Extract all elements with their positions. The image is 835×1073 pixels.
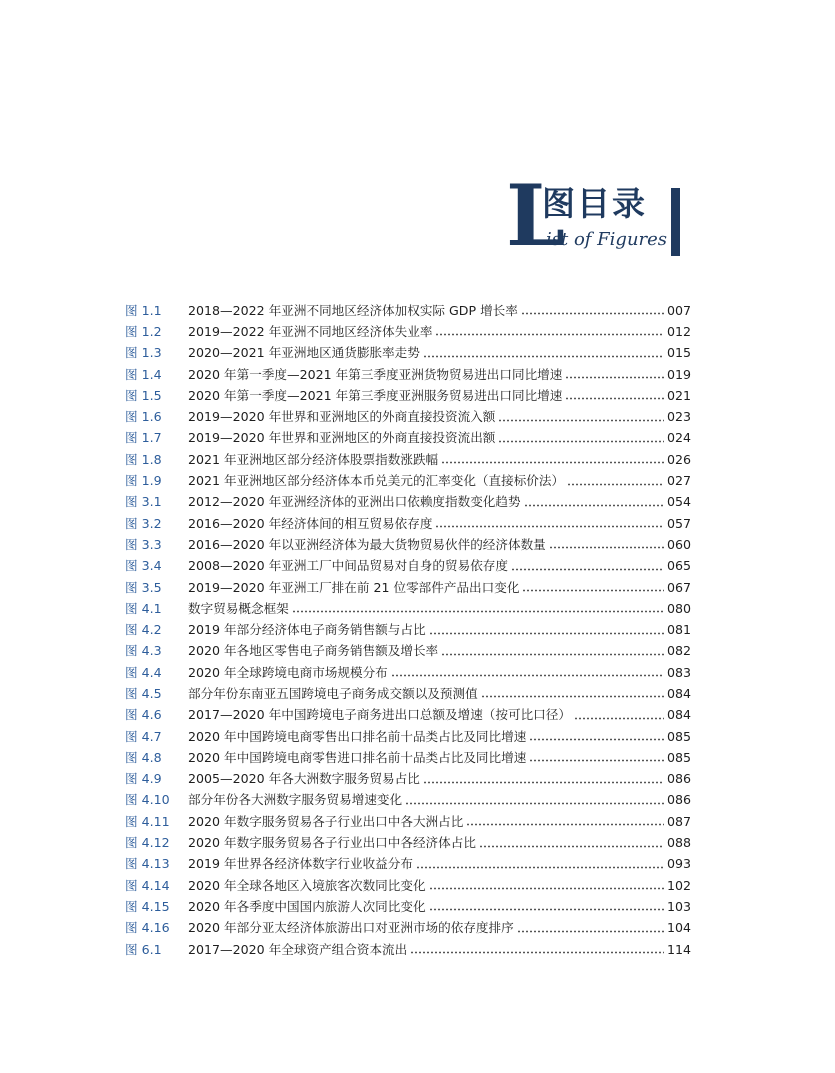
dot-leader (524, 504, 664, 507)
dot-leader (466, 823, 664, 826)
dot-leader (565, 376, 664, 379)
figure-entry[interactable] (125, 598, 691, 619)
page-number: 085 (666, 749, 691, 765)
figure-title: 2020 年第一季度—2021 年第三季度亚洲货物贸易进出口同比增速 (188, 366, 563, 382)
figure-number: 图 1.3 (125, 345, 162, 361)
figure-title: 2019—2022 年亚洲不同地区经济体失业率 (188, 323, 433, 339)
figure-title: 2019—2020 年亚洲工厂排在前 21 位零部件产品出口变化 (188, 579, 520, 595)
figure-number: 图 4.4 (125, 664, 162, 680)
dot-leader (479, 845, 664, 848)
figure-entry[interactable] (125, 321, 691, 342)
figure-entry[interactable] (125, 534, 691, 555)
figure-title: 2005—2020 年各大洲数字服务贸易占比 (188, 771, 420, 787)
page-number: 087 (666, 813, 691, 829)
figure-title: 2020 年各季度中国国内旅游人次同比变化 (188, 898, 426, 914)
dot-leader (498, 440, 664, 443)
page-number: 023 (666, 409, 691, 425)
figure-number: 图 3.1 (125, 494, 162, 510)
figure-title: 2012—2020 年亚洲经济体的亚洲出口依赖度指数变化趋势 (188, 494, 521, 510)
page-number: 065 (666, 558, 691, 574)
figure-entry[interactable] (125, 705, 691, 726)
figure-number: 图 4.1 (125, 600, 162, 616)
figure-entry[interactable] (125, 875, 691, 896)
figure-entry[interactable] (125, 385, 691, 406)
page-number: 019 (666, 366, 691, 382)
page-number: 086 (666, 771, 691, 787)
page-title: 图目录 (542, 184, 647, 223)
dot-leader (511, 568, 664, 571)
figure-entry[interactable] (125, 513, 691, 534)
figure-title: 2019—2020 年世界和亚洲地区的外商直接投资流出额 (188, 430, 496, 446)
figure-title: 2021 年亚洲地区部分经济体本币兑美元的汇率变化（直接标价法） (188, 473, 565, 489)
dot-leader (429, 908, 664, 911)
page-number: 104 (666, 920, 691, 936)
figure-entry[interactable] (125, 918, 691, 939)
page-number: 012 (666, 323, 691, 339)
page-number: 114 (666, 941, 691, 957)
figure-number: 图 4.15 (125, 898, 170, 914)
dot-leader (549, 546, 664, 549)
page-number: 103 (666, 898, 691, 914)
figure-title: 2020 年第一季度—2021 年第三季度亚洲服务贸易进出口同比增速 (188, 387, 563, 403)
figure-entry[interactable] (125, 470, 691, 491)
figure-title: 部分年份各大洲数字服务贸易增速变化 (188, 792, 403, 808)
figure-title: 2019—2020 年世界和亚洲地区的外商直接投资流入额 (188, 409, 496, 425)
figure-number: 图 1.6 (125, 409, 162, 425)
figure-title: 2019 年部分经济体电子商务销售额与占比 (188, 622, 426, 638)
figure-number: 图 3.2 (125, 515, 162, 531)
page-number: 080 (666, 600, 691, 616)
page-number: 026 (666, 451, 691, 467)
dot-leader (522, 589, 664, 592)
figure-entry[interactable] (125, 832, 691, 853)
dot-leader (435, 333, 664, 336)
dot-leader (529, 759, 664, 762)
figure-number: 图 1.4 (125, 366, 162, 382)
figure-entry[interactable] (125, 662, 691, 683)
figure-number: 图 4.14 (125, 877, 170, 893)
page-number: 082 (666, 643, 691, 659)
dot-leader (498, 419, 664, 422)
page-number: 021 (666, 387, 691, 403)
page-number: 084 (666, 707, 691, 723)
dot-leader (481, 695, 664, 698)
figure-title: 2017—2020 年全球资产组合资本流出 (188, 941, 408, 957)
dot-leader (405, 802, 664, 805)
figure-number: 图 4.6 (125, 707, 162, 723)
page-number: 088 (666, 835, 691, 851)
page-number: 102 (666, 877, 691, 893)
figure-entry[interactable] (125, 406, 691, 427)
figure-title: 2020 年中国跨境电商零售出口排名前十品类占比及同比增速 (188, 728, 527, 744)
dot-leader (567, 483, 664, 486)
list-of-figures-header (490, 166, 690, 265)
page-number: 054 (666, 494, 691, 510)
figure-number: 图 4.9 (125, 771, 162, 787)
page-number: 015 (666, 345, 691, 361)
page-number: 083 (666, 664, 691, 680)
figure-title: 部分年份东南亚五国跨境电子商务成交额以及预测值 (188, 685, 478, 701)
page-number: 093 (666, 856, 691, 872)
figure-title: 2020 年数字服务贸易各子行业出口中各经济体占比 (188, 835, 476, 851)
figure-entry[interactable] (125, 492, 691, 513)
header-accent-bar (671, 188, 680, 256)
page-number: 060 (666, 536, 691, 552)
figure-entry[interactable] (125, 428, 691, 449)
dot-leader (565, 397, 664, 400)
dot-leader (416, 866, 664, 869)
page-number: 067 (666, 579, 691, 595)
figure-number: 图 1.5 (125, 387, 162, 403)
dot-leader (410, 951, 664, 954)
figure-entry[interactable] (125, 556, 691, 577)
page-number: 085 (666, 728, 691, 744)
figure-number: 图 4.10 (125, 792, 170, 808)
dot-leader (521, 312, 664, 315)
figure-number: 图 4.16 (125, 920, 170, 936)
figure-entry[interactable] (125, 449, 691, 470)
figure-number: 图 4.3 (125, 643, 162, 659)
dot-leader (429, 632, 664, 635)
page-number: 024 (666, 430, 691, 446)
dot-leader (429, 887, 664, 890)
figure-number: 图 4.8 (125, 749, 162, 765)
figure-title: 2020 年全球跨境电商市场规模分布 (188, 664, 388, 680)
figure-number: 图 1.1 (125, 302, 162, 318)
figure-number: 图 4.13 (125, 856, 170, 872)
figure-number: 图 4.7 (125, 728, 162, 744)
figure-title: 2018—2022 年亚洲不同地区经济体加权实际 GDP 增长率 (188, 302, 518, 318)
figure-number: 图 1.2 (125, 323, 162, 339)
figure-title: 2016—2020 年经济体间的相互贸易依存度 (188, 515, 433, 531)
figure-entry[interactable] (125, 747, 691, 768)
dot-leader (441, 461, 664, 464)
dot-leader (423, 781, 664, 784)
dot-leader (423, 355, 664, 358)
figure-entry[interactable] (125, 619, 691, 640)
dot-leader (517, 930, 664, 933)
decorative-initial-l: L (506, 166, 566, 265)
figure-entry[interactable] (125, 364, 691, 385)
page-number: 081 (666, 622, 691, 638)
figure-number: 图 4.2 (125, 622, 162, 638)
figure-entry[interactable] (125, 577, 691, 598)
dot-leader (435, 525, 664, 528)
dot-leader (391, 674, 664, 677)
figure-entry[interactable] (125, 896, 691, 917)
figure-title: 2019 年世界各经济体数字行业收益分布 (188, 856, 413, 872)
page-number: 057 (666, 515, 691, 531)
figure-title: 2020 年全球各地区入境旅客次数同比变化 (188, 877, 426, 893)
figure-title: 2021 年亚洲地区部分经济体股票指数涨跌幅 (188, 451, 439, 467)
figure-number: 图 4.5 (125, 685, 162, 701)
page-number: 086 (666, 792, 691, 808)
figure-number: 图 6.1 (125, 941, 162, 957)
figure-entry[interactable] (125, 790, 691, 811)
figure-entry[interactable] (125, 854, 691, 875)
figure-entry[interactable] (125, 300, 691, 321)
figure-number: 图 3.5 (125, 579, 162, 595)
figure-number: 图 4.11 (125, 813, 170, 829)
figure-title: 数字贸易概念框架 (188, 600, 289, 616)
figure-title: 2020 年部分亚太经济体旅游出口对亚洲市场的依存度排序 (188, 920, 514, 936)
figure-number: 图 4.12 (125, 835, 170, 851)
figure-title: 2020—2021 年亚洲地区通货膨胀率走势 (188, 345, 420, 361)
figure-title: 2020 年数字服务贸易各子行业出口中各大洲占比 (188, 813, 464, 829)
figure-entry[interactable] (125, 939, 691, 960)
figure-number: 图 1.8 (125, 451, 162, 467)
figure-list (125, 300, 691, 960)
figure-number: 图 1.7 (125, 430, 162, 446)
figure-title: 2020 年各地区零售电子商务销售额及增长率 (188, 643, 439, 659)
page-number: 027 (666, 473, 691, 489)
figure-entry[interactable] (125, 811, 691, 832)
figure-entry[interactable] (125, 641, 691, 662)
dot-leader (441, 653, 664, 656)
dot-leader (574, 717, 664, 720)
figure-number: 图 3.4 (125, 558, 162, 574)
figure-title: 2017—2020 年中国跨境电子商务进出口总额及增速（按可比口径） (188, 707, 571, 723)
figure-number: 图 1.9 (125, 473, 162, 489)
figure-entry[interactable] (125, 726, 691, 747)
figure-title: 2016—2020 年以亚洲经济体为最大货物贸易伙伴的经济体数量 (188, 536, 546, 552)
figure-title: 2020 年中国跨境电商零售进口排名前十品类占比及同比增速 (188, 749, 527, 765)
page-number: 007 (666, 302, 691, 318)
figure-number: 图 3.3 (125, 536, 162, 552)
figure-entry[interactable] (125, 683, 691, 704)
page-subtitle: ist of Figures (546, 229, 668, 250)
figure-title: 2008—2020 年亚洲工厂中间品贸易对自身的贸易依存度 (188, 558, 508, 574)
figure-entry[interactable] (125, 343, 691, 364)
page-number: 084 (666, 685, 691, 701)
figure-entry[interactable] (125, 769, 691, 790)
dot-leader (529, 738, 664, 741)
dot-leader (292, 610, 664, 613)
